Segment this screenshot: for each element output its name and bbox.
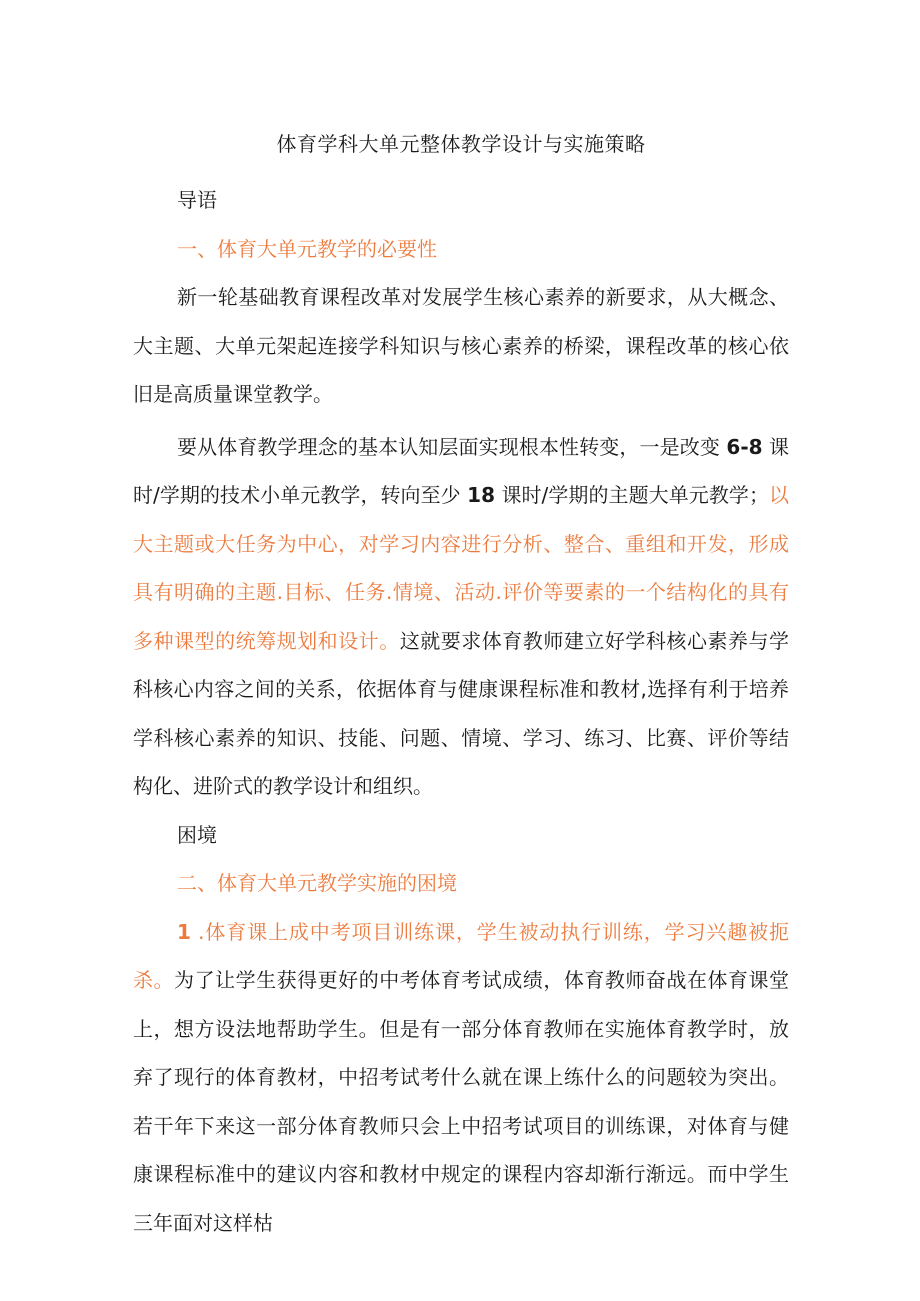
lesson-count-min: 18	[467, 483, 496, 507]
intro-label: 导语	[177, 188, 217, 212]
subheading-number: 1	[177, 919, 191, 944]
dilemma-label: 困境	[177, 822, 217, 847]
document-title: 体育学科大单元整体教学设计与实施策略	[276, 132, 646, 156]
paragraph-3	[133, 908, 789, 1248]
paragraph-2	[133, 423, 789, 811]
paragraph-1: 新一轮基础教育课程改革对发展学生核心素养的新要求，从大概念、大主题、大单元架起连接学科知识与核心素养的桥梁，课程改革的核心依旧是高质量课堂教学。	[133, 285, 789, 406]
paragraph-2-highlight: 以大主题或大任务为中心，对学习内容进行分析、整合、重组和开发，形成具有明确的主题.目标、任务.情境、活动.评价等要素的一个结构化的具有多种课型的统筹规划和设计。	[133, 483, 790, 653]
paragraph-2-part-g: 这就要求体育教师建立好学科核心素养与学科核心内容之间的关系，依据体育与健康课程标准和教材,选择有利于培养学科核心素养的知识、技能、问题、情境、学习、练习、比赛、评价等结构化、进阶式的教学设计和组织。	[133, 628, 790, 798]
document-page	[133, 126, 789, 1247]
paragraph-2-part-c: 课时/学期的技术小单元教学，转向至少	[133, 434, 790, 507]
paragraph-2-part-a: 要从体育教学理念的基本认知层面实现根本性转变，一是改变	[177, 434, 720, 459]
subheading-text: .体育课上成中考项目训练课，学生被动执行训练，学习兴趣被扼杀。	[133, 919, 789, 992]
section-heading-1: 一、体育大单元教学的必要性	[177, 236, 437, 261]
section-heading-2: 二、体育大单元教学实施的困境	[177, 871, 457, 895]
paragraph-3-body: 为了让学生获得更好的中考体育考试成绩，体育教师奋战在体育课堂上，想方设法地帮助学生。但是有一部分体育教师在实施体育教学时，放弃了现行的体育教材，中招考试考什么就在课上练什么的问题较为突出。若干年下来这一部分体育教师只会上中招考试项目的训练课，对体育与健康课程标准中的建议内容和教材中规定的课程内容却渐行渐远。而中学生三年面对这样枯	[133, 968, 790, 1235]
lesson-count-range: 6-8	[726, 434, 763, 459]
paragraph-2-part-e: 课时/学期的主题大单元教学；	[501, 483, 769, 507]
